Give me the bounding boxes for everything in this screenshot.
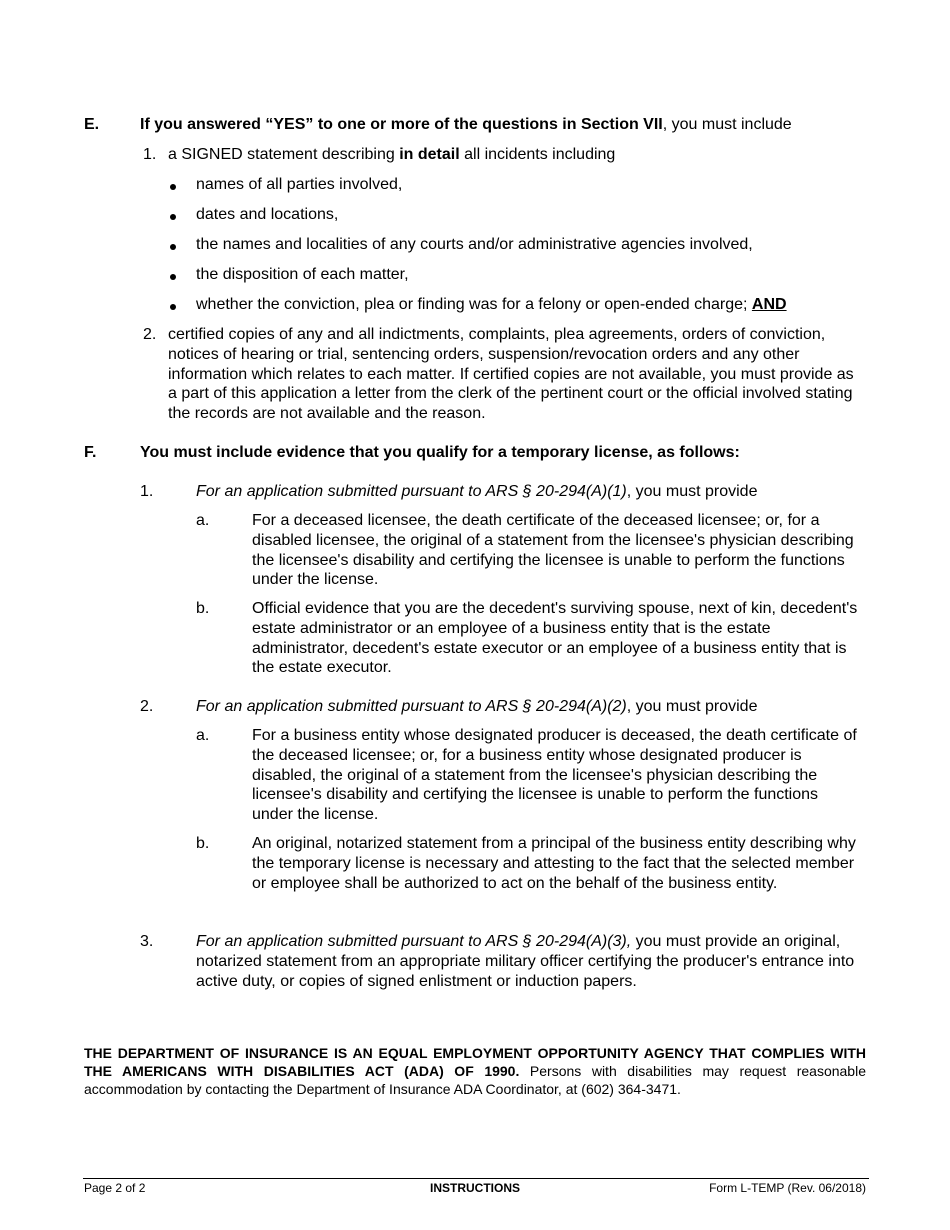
bullet-item-text: whether the conviction, plea or finding was for a felony or open-ended charge; (196, 296, 752, 313)
footer-divider (83, 1178, 869, 1179)
sub-item-letter: a. (196, 512, 210, 529)
section-e-item2-number: 2. (143, 326, 157, 343)
section-f-item-number: 2. (140, 698, 154, 715)
section-f-item-number: 1. (140, 483, 154, 500)
item1-text-pre: a SIGNED statement describing (168, 146, 400, 163)
bullet-icon (170, 268, 178, 276)
item-heading-rest: , you must provide (626, 483, 758, 500)
item-text-rest: you must provide an original, notarized statement from an appropriate military officer certifying the producer's entrance into active duty, or copies of signed enlistment or induction papers. (196, 933, 855, 990)
section-e-item1-text (168, 145, 868, 165)
section-e-heading-rest: , you must include (662, 116, 792, 133)
sub-item-text: An original, notarized statement from a principal of the business entity describing why the temporary license is necessary and attesting to the fact that the selected member or employee shall be authorized to act on the behalf of the business entity. (252, 835, 856, 892)
sub-item-letter: b. (196, 835, 210, 852)
bullet-icon (170, 178, 178, 186)
bullet-item: dates and locations, (196, 206, 339, 223)
sub-item-text: Official evidence that you are the decedent's surviving spouse, next of kin, decedent's estate administrator or an employee of a business entity that is the estate administrator, decedent's estate executor or an employee of a business entity that is the estate executor. (252, 600, 858, 677)
section-f-item-number: 3. (140, 933, 154, 950)
ada-notice (84, 1044, 866, 1098)
section-e-heading (140, 115, 880, 135)
section-e-letter: E. (84, 116, 100, 133)
footer-title: INSTRUCTIONS (430, 1181, 520, 1195)
section-f-item-heading (196, 482, 876, 502)
section-f-item-heading (196, 697, 876, 717)
statute-reference: For an application submitted pursuant to ARS § 20-294(A)(1) (196, 483, 627, 500)
item1-text-bold: in detail (399, 146, 460, 163)
sub-item-text: For a business entity whose designated producer is deceased, the death certificate of the deceased licensee; or, for a business entity whose designated producer is disabled, the original of a statement from the licensee's physician describing the licensee's disability and certifying the licensee is unable to perform the functions under the license. (252, 727, 857, 824)
footer-page-number: Page 2 of 2 (84, 1181, 146, 1195)
statute-reference: For an application submitted pursuant to ARS § 20-294(A)(3), (196, 933, 632, 950)
sub-item-letter: a. (196, 727, 210, 744)
section-e-item1-number: 1. (143, 146, 157, 163)
bullet-icon (170, 298, 178, 306)
ada-notice-text: Persons with disabilities may request reasonable accommodation by contacting the Department of Insurance ADA Coordinator, at (602) 364-3471. (84, 1063, 866, 1097)
bullet-item: names of all parties involved, (196, 176, 403, 193)
footer-form-id: Form L-TEMP (Rev. 06/2018) (709, 1181, 866, 1195)
section-f-heading: You must include evidence that you qualify for a temporary license, as follows: (140, 444, 740, 461)
sub-item-letter: b. (196, 600, 210, 617)
bullet-item: the names and localities of any courts and/or administrative agencies involved, (196, 236, 753, 253)
section-f-item-text (196, 932, 868, 991)
ada-notice-bold: THE DEPARTMENT OF INSURANCE IS AN EQUAL EMPLOYMENT OPPORTUNITY AGENCY THAT COMPLIES WITH THE AMERICANS WITH DISABILITIES ACT (ADA) OF 1990. (84, 1045, 866, 1079)
section-e-heading-bold: If you answered “YES” to one or more of the questions in Section VII (140, 116, 663, 133)
item1-text-post: all incidents including (459, 146, 616, 163)
bullet-item (196, 295, 876, 315)
bullet-icon (170, 238, 178, 246)
bullet-icon (170, 208, 178, 216)
sub-item-text: For a deceased licensee, the death certificate of the deceased licensee; or, for a disabled licensee, the original of a statement from the licensee's physician describing the licensee's disability and certifying the licensee is unable to perform the functions under the license. (252, 512, 854, 589)
section-e-item2-text: certified copies of any and all indictments, complaints, plea agreements, orders of conviction, notices of hearing or trial, sentencing orders, suspension/revocation orders and any other information which relates to each matter. If certified copies are not available, you must provide as a part of this application a letter from the clerk of the pertinent court or the official involved stating the records are not available and the reason. (168, 326, 854, 423)
section-f-letter: F. (84, 444, 97, 461)
item-heading-rest: , you must provide (626, 698, 758, 715)
statute-reference: For an application submitted pursuant to ARS § 20-294(A)(2) (196, 698, 627, 715)
and-label: AND (751, 296, 787, 313)
bullet-item: the disposition of each matter, (196, 266, 409, 283)
